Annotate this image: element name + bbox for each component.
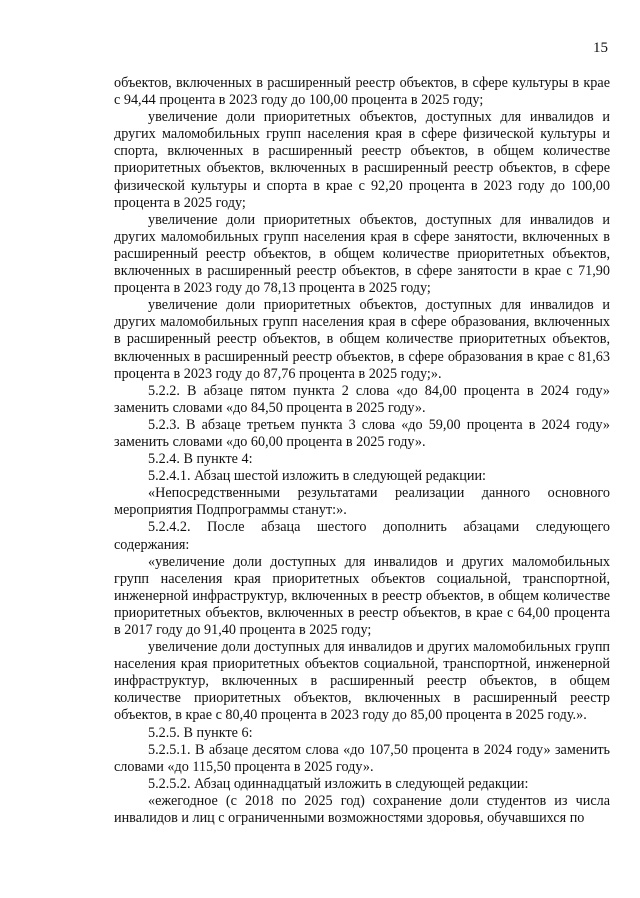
paragraph: увеличение доли приоритетных объектов, доступных для инвалидов и других маломобильных групп населения края в сфере образования, включенных в расширенный реестр объектов, в общем количестве приоритетных объектов, включенных в расширенный реестр объектов, в сфере образования в крае с 81,63 процента в 2023 году до 87,76 процента в 2025 году;». xyxy=(114,297,610,382)
paragraph: 5.2.2. В абзаце пятом пункта 2 слова «до 84,00 процента в 2024 году» заменить словами «до 84,50 процента в 2025 году». xyxy=(114,382,610,416)
paragraph: 5.2.5. В пункте 6: xyxy=(148,724,253,741)
paragraph: 5.2.4.2. После абзаца шестого дополнить абзацами следующего содержания: xyxy=(114,519,610,553)
paragraph: «увеличение доли доступных для инвалидов и других маломобильных групп населения края приоритетных объектов социальной, транспортной, инженерной инфраструктур, включенных в реестр объектов, в общем количестве приоритетных объектов, включенных в реестр объектов, в крае с 64,00 процента в 2017 году до 91,40 процента в 2025 году; xyxy=(114,553,610,638)
paragraph: 5.2.4. В пункте 4: xyxy=(148,451,253,468)
paragraph: 5.2.4.1. Абзац шестой изложить в следующей редакции: xyxy=(148,468,486,485)
paragraph: «ежегодное (с 2018 по 2025 год) сохранение доли студентов из числа инвалидов и лиц с ограниченными возможностями здоровья, обучавшихся по xyxy=(114,792,610,827)
paragraph: увеличение доли приоритетных объектов, доступных для инвалидов и других маломобильных групп населения края в сфере физической культуры и спорта, включенных в расширенный реестр объектов, в общем количестве приоритетных объектов, включенных в расширенный реестр объектов, в сфере физической культуры и спорта в крае с 92,20 процента в 2023 году до 100,00 процента в 2025 году; xyxy=(114,109,610,211)
document-body xyxy=(114,75,610,827)
paragraph: 5.2.3. В абзаце третьем пункта 3 слова «до 59,00 процента в 2024 году» заменить словами «до 60,00 процента в 2025 году». xyxy=(114,416,610,450)
paragraph: 5.2.5.2. Абзац одиннадцатый изложить в следующей редакции: xyxy=(148,775,529,792)
paragraph: объектов, включенных в расширенный реестр объектов, в сфере культуры в крае с 94,44 процента в 2023 году до 100,00 процента в 2025 году; xyxy=(114,75,610,109)
paragraph: увеличение доли приоритетных объектов, доступных для инвалидов и других маломобильных групп населения края в сфере занятости, включенных в расширенный реестр объектов, в общем количестве приоритетных объектов, включенных в расширенный реестр объектов, в сфере занятости в крае с 71,90 процента в 2023 году до 78,13 процента в 2025 году; xyxy=(114,211,610,297)
paragraph: увеличение доли доступных для инвалидов и других маломобильных групп населения края приоритетных объектов социальной, транспортной, инженерной инфраструктур, включенных в расширенный реестр объектов, в общем количестве приоритетных объектов, включенных в расширенный реестр объектов, в крае с 80,40 процента в 2023 году до 85,00 процента в 2025 году.». xyxy=(114,639,610,724)
page-number: 15 xyxy=(593,40,608,56)
paragraph: 5.2.5.1. В абзаце десятом слова «до 107,50 процента в 2024 году» заменить словами «до 115,50 процента в 2025 году». xyxy=(114,741,610,775)
paragraph: «Непосредственными результатами реализации данного основного мероприятия Подпрограммы станут:». xyxy=(114,485,610,519)
